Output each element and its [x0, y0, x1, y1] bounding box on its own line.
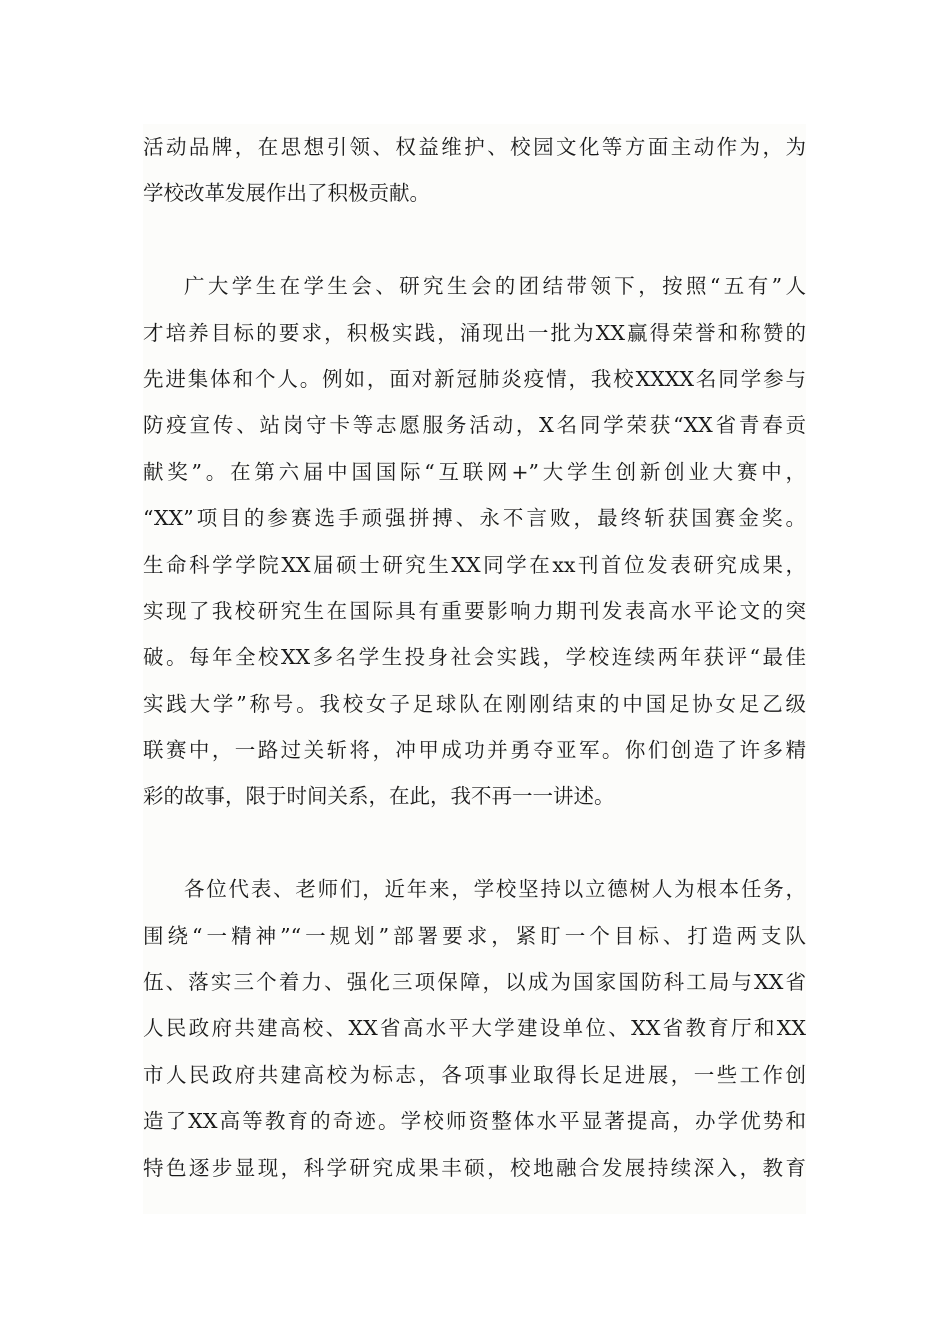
paragraph-2 [143, 263, 806, 820]
text-line: 造了XX高等教育的奇迹。学校师资整体水平显著提高，办学优势和 [143, 1109, 806, 1134]
text-line: 市人民政府共建高校为标志，各项事业取得长足进展，一些工作创 [143, 1062, 806, 1087]
text-line: 广大学生在学生会、研究生会的团结带领下，按照“五有”人 [184, 274, 806, 299]
paragraph-spacer [143, 820, 806, 866]
text-line: 献奖”。在第六届中国国际“互联网+”大学生创新创业大赛中， [143, 459, 806, 484]
text-line: 联赛中，一路过关斩将，冲甲成功并勇夺亚军。你们创造了许多精 [143, 738, 806, 763]
text-line: 先进集体和个人。例如，面对新冠肺炎疫情，我校XXXX名同学参与 [143, 366, 806, 391]
text-line: 彩的故事，限于时间关系，在此，我不再一一讲述。 [143, 784, 615, 809]
text-line: 特色逐步显现，科学研究成果丰硕，校地融合发展持续深入，教育 [143, 1155, 806, 1180]
paragraph-1 [143, 124, 806, 217]
text-line: 各位代表、老师们，近年来，学校坚持以立德树人为根本任务， [184, 877, 806, 902]
text-line: 防疫宣传、站岗守卡等志愿服务活动，X名同学荣获“XX省青春贡 [143, 413, 806, 438]
text-line: 破。每年全校XX多名学生投身社会实践，学校连续两年获评“最佳 [143, 645, 806, 670]
text-line: 活动品牌，在思想引领、权益维护、校园文化等方面主动作为，为 [143, 135, 806, 159]
text-line: “XX”项目的参赛选手顽强拼搏、永不言败，最终斩获国赛金奖。 [143, 506, 806, 531]
paragraph-spacer [143, 217, 806, 263]
paragraph-3 [143, 866, 806, 1191]
text-line: 人民政府共建高校、XX省高水平大学建设单位、XX省教育厅和XX [143, 1016, 806, 1041]
text-line: 实现了我校研究生在国际具有重要影响力期刊发表高水平论文的突 [143, 598, 806, 623]
text-line: 学校改革发展作出了积极贡献。 [143, 181, 430, 206]
text-line: 才培养目标的要求，积极实践，涌现出一批为XX赢得荣誉和称赞的 [143, 320, 806, 345]
document-text-block [143, 124, 806, 1214]
text-line: 伍、落实三个着力、强化三项保障，以成为国家国防科工局与XX省 [143, 970, 806, 995]
text-line: 生命科学学院XX届硕士研究生XX同学在xx刊首位发表研究成果， [143, 552, 806, 577]
text-line: 实践大学”称号。我校女子足球队在刚刚结束的中国足协女足乙级 [143, 691, 806, 716]
text-line: 围绕“一精神”“一规划”部署要求，紧盯一个目标、打造两支队 [143, 923, 806, 948]
